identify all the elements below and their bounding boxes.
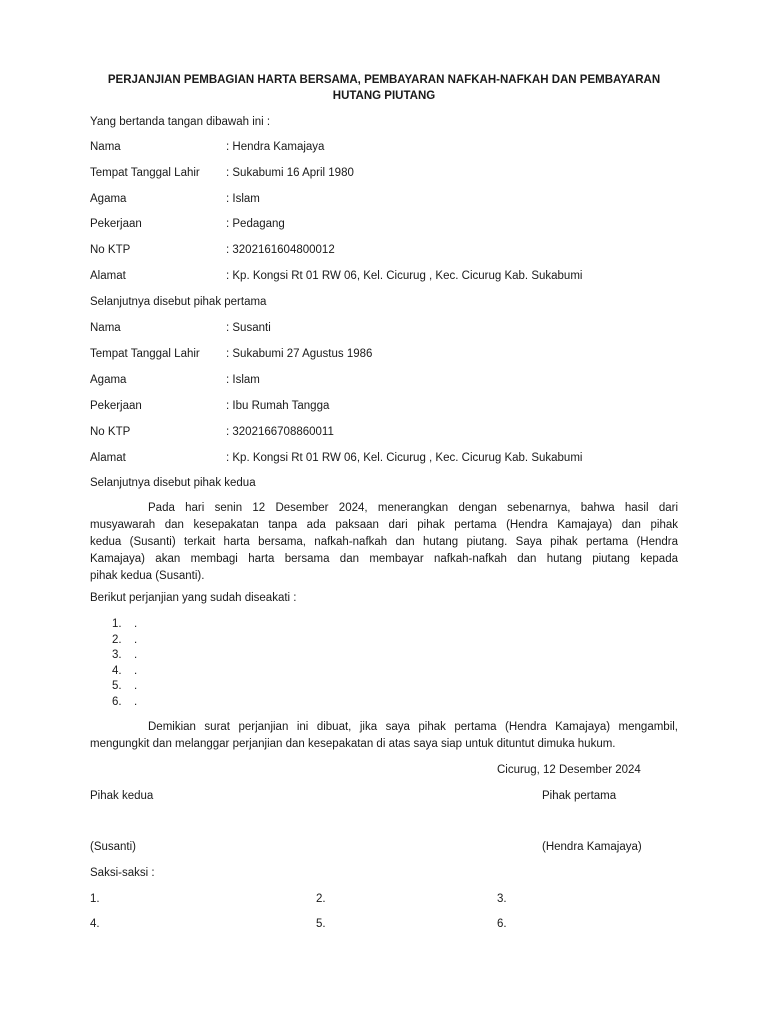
field-label: Pekerjaan — [90, 218, 142, 230]
field-value: : 3202166708860011 — [226, 426, 334, 438]
party2-closing: Selanjutnya disebut pihak kedua — [90, 477, 256, 489]
field-value: : Hendra Kamajaya — [226, 141, 325, 153]
field-label: Tempat Tanggal Lahir — [90, 348, 200, 360]
signature-left-title: Pihak kedua — [90, 790, 154, 802]
paragraph-line: kedua (Susanti) terkait harta bersama, nafkah-nafkah dan hutang piutang. Saya pihak pertama (Hendra — [90, 536, 678, 548]
field-value: : Kp. Kongsi Rt 01 RW 06, Kel. Cicurug , Kec. Cicurug Kab. Sukabumi — [226, 452, 583, 464]
list-item: 4. . — [112, 664, 138, 677]
signature-right-title: Pihak pertama — [542, 790, 617, 802]
paragraph-line: mengungkit dan melanggar perjanjian dan kesepakatan di atas saya siap untuk dituntut dimuka hukum. — [90, 738, 616, 750]
witnesses-label: Saksi-saksi : — [90, 867, 155, 879]
title-line-1: PERJANJIAN PEMBAGIAN HARTA BERSAMA, PEMBAYARAN NAFKAH-NAFKAH DAN PEMBAYARAN — [107, 74, 661, 86]
field-label: Pekerjaan — [90, 400, 142, 412]
list-item: 2. . — [112, 633, 138, 646]
field-label: No KTP — [90, 244, 131, 256]
field-value: : Sukabumi 16 April 1980 — [226, 167, 354, 179]
field-value: : Ibu Rumah Tangga — [226, 400, 330, 412]
field-label: No KTP — [90, 426, 131, 438]
paragraph-line: Demikian surat perjanjian ini dibuat, jika saya pihak pertama (Hendra Kamajaya) mengambil, — [148, 721, 678, 733]
field-value: : Pedagang — [226, 218, 285, 230]
list-item: 6. . — [112, 695, 138, 708]
witness-slot: 6. — [497, 918, 507, 930]
paragraph-line: Pada hari senin 12 Desember 2024, menerangkan dengan sebenarnya, bahwa hasil dari — [148, 502, 678, 514]
list-item: 5. . — [112, 680, 138, 693]
field-label: Agama — [90, 193, 127, 205]
paragraph-line: pihak kedua (Susanti). — [90, 570, 205, 582]
field-label: Nama — [90, 322, 121, 334]
paragraph-line: Kamajaya) akan membagi harta bersama dan membayar nafkah-nafkah dan hutang piutang kepada — [90, 553, 678, 565]
field-value: : Kp. Kongsi Rt 01 RW 06, Kel. Cicurug , Kec. Cicurug Kab. Sukabumi — [226, 270, 583, 282]
field-label: Tempat Tanggal Lahir — [90, 167, 200, 179]
signature-right-name: (Hendra Kamajaya) — [542, 841, 642, 853]
statement-paragraph — [90, 500, 678, 585]
field-value: : Sukabumi 27 Agustus 1986 — [226, 348, 373, 360]
agreement-intro: Berikut perjanjian yang sudah diseakati : — [90, 592, 297, 604]
paragraph-line: musyawarah dan kesepakatan tanpa ada paksaan dari pihak pertama (Hendra Kamajaya) dan pihak — [90, 519, 678, 531]
field-value: : Susanti — [226, 322, 271, 334]
witness-slot: 4. — [90, 918, 100, 930]
agreement-list — [112, 617, 137, 711]
list-item: 3. . — [112, 649, 138, 662]
party1-closing: Selanjutnya disebut pihak pertama — [90, 296, 267, 308]
witness-slot: 1. — [90, 893, 100, 905]
document-title — [90, 72, 678, 104]
field-label: Agama — [90, 374, 127, 386]
field-label: Alamat — [90, 452, 126, 464]
field-label: Nama — [90, 141, 121, 153]
place-date: Cicurug, 12 Desember 2024 — [497, 764, 641, 776]
closing-paragraph — [90, 719, 678, 753]
field-value: : 3202161604800012 — [226, 244, 335, 256]
intro-text: Yang bertanda tangan dibawah ini : — [90, 116, 271, 128]
signature-left-name: (Susanti) — [90, 841, 137, 853]
witness-slot: 2. — [316, 893, 326, 905]
title-line-2: HUTANG PIUTANG — [332, 90, 436, 102]
witness-slot: 5. — [316, 918, 326, 930]
field-label: Alamat — [90, 270, 126, 282]
witness-slot: 3. — [497, 893, 507, 905]
list-item: 1. . — [112, 618, 138, 630]
field-value: : Islam — [226, 193, 260, 205]
field-value: : Islam — [226, 374, 260, 386]
